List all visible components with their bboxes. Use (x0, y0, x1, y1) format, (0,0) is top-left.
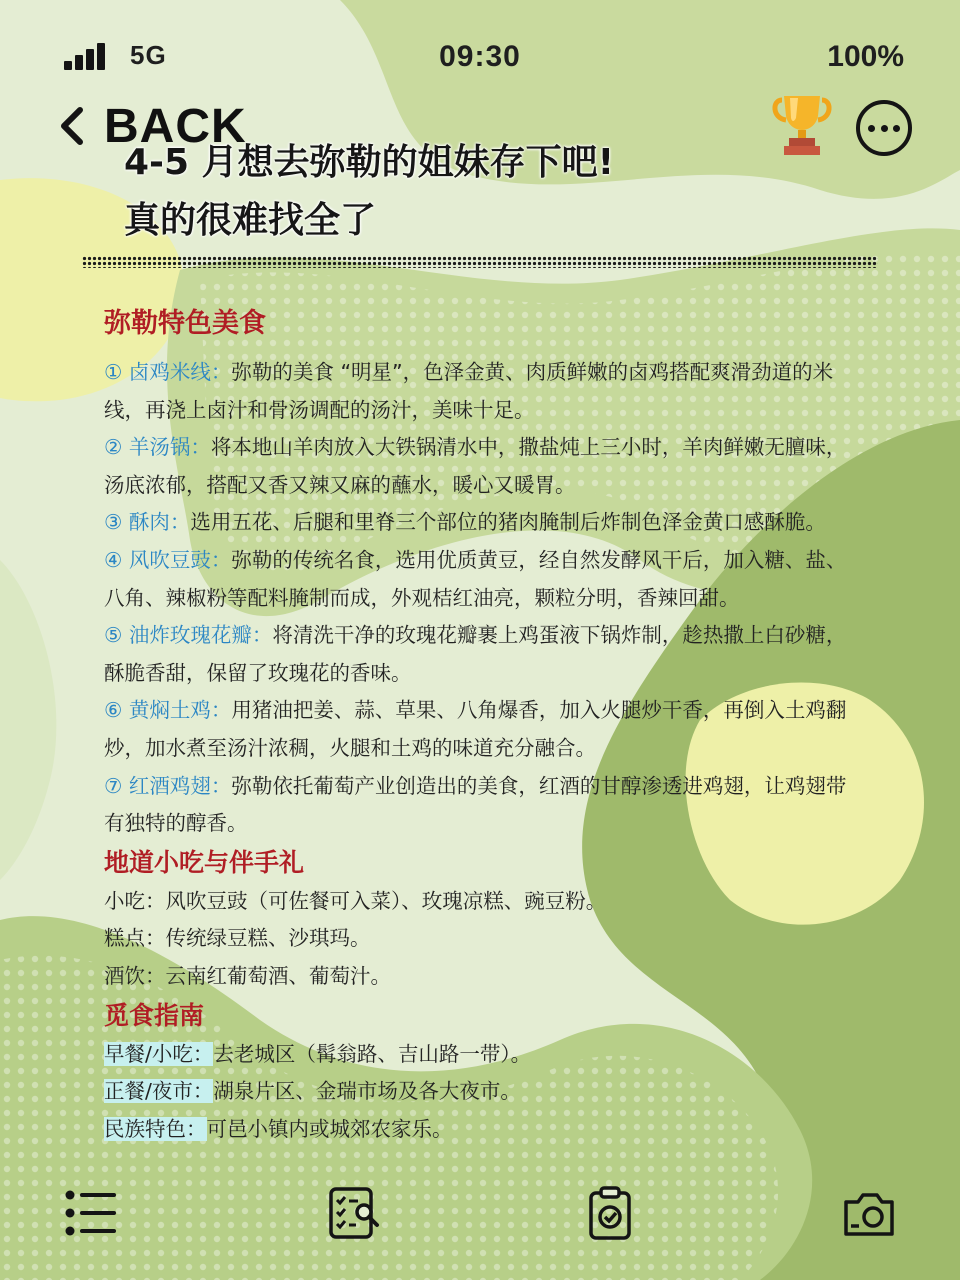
chevron-left-icon (56, 106, 86, 146)
status-time: 09:30 (439, 40, 521, 73)
food-item: ⑤ 油炸玫瑰花瓣：将清洗干净的玫瑰花瓣裹上鸡蛋液下锅炸制，趁热撒上白砂糖，酥脆香甜，保留了玫瑰花的香味。 (104, 623, 847, 685)
list-icon[interactable] (62, 1186, 116, 1240)
food-item: ② 羊汤锅：将本地山羊肉放入大铁锅清水中，撒盐炖上三小时，羊肉鲜嫩无膻味，汤底浓郁，搭配又香又辣又麻的蘸水，暖心又暖胃。 (104, 435, 847, 497)
section-heading-food: 弥勒特色美食 (104, 308, 266, 339)
back-label: BACK (104, 99, 247, 153)
more-options-button[interactable] (856, 100, 912, 156)
camera-icon[interactable] (842, 1186, 896, 1240)
snack-item: 小吃：风吹豆豉（可佐餐可入菜）、玫瑰凉糕、豌豆粉。 (104, 888, 607, 913)
network-type: 5G (130, 40, 167, 70)
trophy-icon[interactable] (772, 92, 832, 158)
snack-item: 酒饮：云南红葡萄酒、葡萄汁。 (104, 963, 391, 988)
section-heading-guide: 觅食指南 (104, 1000, 205, 1030)
battery-level: 100% (827, 40, 904, 73)
title-line-2: 真的很难找全了 (124, 200, 377, 241)
food-item: ④ 风吹豆豉：弥勒的传统名食，选用优质黄豆，经自然发酵风干后，加入糖、盐、八角、辣椒粉等配料腌制而成，外观桔红油亮，颗粒分明，香辣回甜。 (104, 547, 847, 610)
article-body (104, 300, 856, 1148)
food-item: ① 卤鸡米线：弥勒的美食 “明星”，色泽金黄、肉质鲜嫩的卤鸡搭配爽滑劲道的米线，再浇上卤汁和骨汤调配的汤汁，美味十足。 (104, 360, 834, 422)
status-bar (0, 36, 960, 80)
guide-item: 民族特色：可邑小镇内或城郊农家乐。 (104, 1116, 453, 1141)
section-heading-snacks: 地道小吃与伴手礼 (104, 847, 305, 877)
clipboard-check-icon[interactable] (586, 1186, 640, 1240)
dotted-divider (82, 256, 878, 268)
bottom-tab-bar (0, 1186, 960, 1240)
title-line-1: 4-5 月想去弥勒的姐妹存下吧! (124, 142, 614, 183)
food-item: ③ 酥肉：选用五花、后腿和里脊三个部位的猪肉腌制后炸制色泽金黄口感酥脆。 (104, 510, 826, 535)
checklist-search-icon[interactable] (328, 1186, 382, 1240)
food-item: ⑦ 红酒鸡翅：弥勒依托葡萄产业创造出的美食，红酒的甘醇渗透进鸡翅，让鸡翅带有独特的醇香。 (104, 773, 847, 836)
page-title (124, 134, 614, 250)
guide-item: 早餐/小吃：去老城区（髯翁路、吉山路一带）。 (104, 1041, 532, 1066)
food-item: ⑥ 黄焖土鸡：用猪油把姜、蒜、草果、八角爆香，加入火腿炒干香，再倒入土鸡翻炒，加水煮至汤汁浓稠，火腿和土鸡的味道充分融合。 (104, 698, 847, 760)
snack-item: 糕点：传统绿豆糕、沙琪玛。 (104, 926, 371, 951)
guide-item: 正餐/夜市：湖泉片区、金瑞市场及各大夜市。 (104, 1079, 521, 1104)
